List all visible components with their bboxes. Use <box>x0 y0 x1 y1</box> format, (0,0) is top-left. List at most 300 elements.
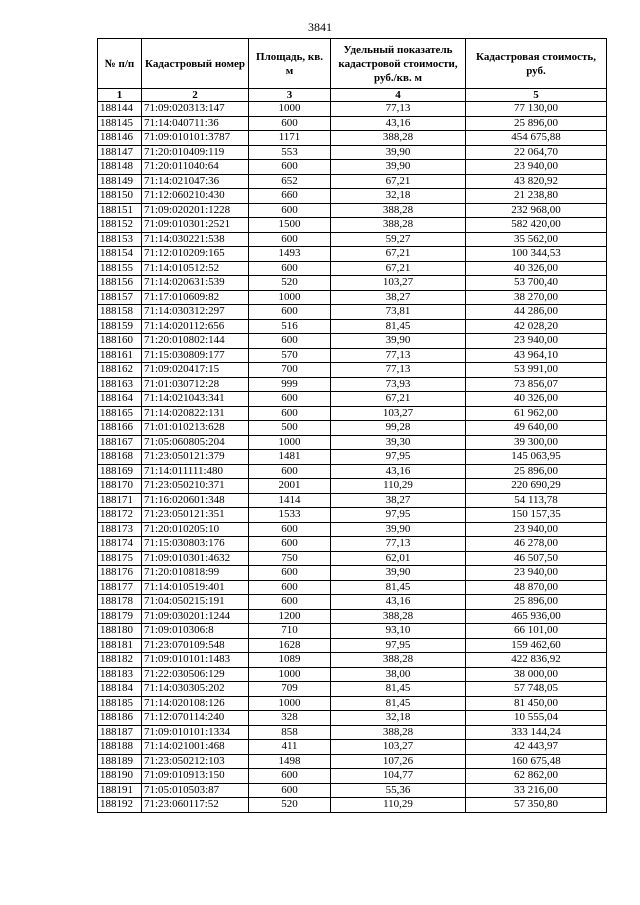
row-number: 188180 <box>98 624 142 639</box>
cadastral-value: 42 443,97 <box>466 740 607 755</box>
cadastral-number: 71:14:020108:126 <box>142 696 249 711</box>
cadastral-value: 25 896,00 <box>466 464 607 479</box>
area: 700 <box>249 363 331 378</box>
row-number: 188145 <box>98 116 142 131</box>
area: 411 <box>249 740 331 755</box>
row-number: 188154 <box>98 247 142 262</box>
cadastral-number: 71:23:050121:379 <box>142 450 249 465</box>
area: 520 <box>249 798 331 813</box>
specific-value: 32,18 <box>331 711 466 726</box>
row-number: 188181 <box>98 638 142 653</box>
row-number: 188190 <box>98 769 142 784</box>
area: 750 <box>249 551 331 566</box>
table-row <box>98 131 607 146</box>
cadastral-value: 48 870,00 <box>466 580 607 595</box>
row-number: 188166 <box>98 421 142 436</box>
area: 570 <box>249 348 331 363</box>
cadastral-number: 71:20:010802:144 <box>142 334 249 349</box>
specific-value: 97,95 <box>331 508 466 523</box>
table-row <box>98 421 607 436</box>
cadastral-value: 232 968,00 <box>466 203 607 218</box>
row-number: 188155 <box>98 261 142 276</box>
cadastral-number: 71:20:011040:64 <box>142 160 249 175</box>
specific-value: 97,95 <box>331 450 466 465</box>
area: 2001 <box>249 479 331 494</box>
area: 858 <box>249 725 331 740</box>
cadastral-number: 71:23:070109:548 <box>142 638 249 653</box>
cadastral-value: 73 856,07 <box>466 377 607 392</box>
cadastral-number: 71:09:010101:1334 <box>142 725 249 740</box>
row-number: 188165 <box>98 406 142 421</box>
area: 600 <box>249 160 331 175</box>
cadastral-value: 220 690,29 <box>466 479 607 494</box>
row-number: 188149 <box>98 174 142 189</box>
cadastral-value: 454 675,88 <box>466 131 607 146</box>
row-number: 188173 <box>98 522 142 537</box>
specific-value: 388,28 <box>331 203 466 218</box>
area: 600 <box>249 464 331 479</box>
specific-value: 55,36 <box>331 783 466 798</box>
row-number: 188164 <box>98 392 142 407</box>
specific-value: 77,13 <box>331 537 466 552</box>
table-row <box>98 508 607 523</box>
row-number: 188163 <box>98 377 142 392</box>
area: 600 <box>249 334 331 349</box>
table-row <box>98 435 607 450</box>
specific-value: 73,93 <box>331 377 466 392</box>
area: 1200 <box>249 609 331 624</box>
area: 520 <box>249 276 331 291</box>
area: 1171 <box>249 131 331 146</box>
cadastral-number: 71:05:010503:87 <box>142 783 249 798</box>
cadastral-value: 22 064,70 <box>466 145 607 160</box>
cadastral-number: 71:14:030221:538 <box>142 232 249 247</box>
specific-value: 67,21 <box>331 247 466 262</box>
cadastral-value: 62 862,00 <box>466 769 607 784</box>
cadastral-value: 25 896,00 <box>466 595 607 610</box>
table-row <box>98 769 607 784</box>
table-body <box>98 102 607 813</box>
area: 1498 <box>249 754 331 769</box>
table-row <box>98 145 607 160</box>
cadastral-value: 23 940,00 <box>466 334 607 349</box>
specific-value: 103,27 <box>331 406 466 421</box>
header-number: № п/п <box>98 39 142 89</box>
header-row <box>98 39 607 89</box>
table-row <box>98 450 607 465</box>
table-row <box>98 160 607 175</box>
cadastral-value: 38 000,00 <box>466 667 607 682</box>
cadastral-number: 71:09:020313:147 <box>142 102 249 117</box>
cadastral-number: 71:14:030305:202 <box>142 682 249 697</box>
column-number: 2 <box>142 89 249 102</box>
row-number: 188183 <box>98 667 142 682</box>
cadastral-number: 71:05:060805:204 <box>142 435 249 450</box>
row-number: 188176 <box>98 566 142 581</box>
table-row <box>98 740 607 755</box>
area: 600 <box>249 261 331 276</box>
row-number: 188186 <box>98 711 142 726</box>
row-number: 188167 <box>98 435 142 450</box>
cadastral-value: 100 344,53 <box>466 247 607 262</box>
row-number: 188179 <box>98 609 142 624</box>
cadastral-value: 53 991,00 <box>466 363 607 378</box>
cadastral-number: 71:14:040711:36 <box>142 116 249 131</box>
cadastral-value: 422 836,92 <box>466 653 607 668</box>
cadastral-number: 71:14:021043:341 <box>142 392 249 407</box>
header-specific-value: Удельный показатель кадастровой стоимости, руб./кв. м <box>331 39 466 89</box>
cadastral-number: 71:09:010101:3787 <box>142 131 249 146</box>
table-row <box>98 377 607 392</box>
specific-value: 39,90 <box>331 160 466 175</box>
cadastral-value: 23 940,00 <box>466 160 607 175</box>
cadastral-number: 71:23:050212:103 <box>142 754 249 769</box>
specific-value: 103,27 <box>331 276 466 291</box>
specific-value: 388,28 <box>331 131 466 146</box>
table-row <box>98 551 607 566</box>
area: 600 <box>249 232 331 247</box>
row-number: 188178 <box>98 595 142 610</box>
page-number: 3841 <box>308 20 332 34</box>
table-row <box>98 653 607 668</box>
cadastral-number: 71:14:020822:131 <box>142 406 249 421</box>
table-row <box>98 580 607 595</box>
table-row <box>98 406 607 421</box>
table-row <box>98 624 607 639</box>
row-number: 188148 <box>98 160 142 175</box>
cadastral-number: 71:14:010512:52 <box>142 261 249 276</box>
specific-value: 39,30 <box>331 435 466 450</box>
area: 600 <box>249 392 331 407</box>
table-row <box>98 479 607 494</box>
area: 1533 <box>249 508 331 523</box>
row-number: 188151 <box>98 203 142 218</box>
area: 1000 <box>249 102 331 117</box>
specific-value: 388,28 <box>331 725 466 740</box>
area: 709 <box>249 682 331 697</box>
cadastral-number: 71:09:010301:2521 <box>142 218 249 233</box>
cadastral-number: 71:14:020112:656 <box>142 319 249 334</box>
table-row <box>98 711 607 726</box>
row-number: 188189 <box>98 754 142 769</box>
cadastral-value: 53 700,40 <box>466 276 607 291</box>
area: 600 <box>249 566 331 581</box>
row-number: 188146 <box>98 131 142 146</box>
specific-value: 73,81 <box>331 305 466 320</box>
specific-value: 110,29 <box>331 479 466 494</box>
table-row <box>98 363 607 378</box>
cadastral-number: 71:12:060210:430 <box>142 189 249 204</box>
specific-value: 67,21 <box>331 392 466 407</box>
specific-value: 39,90 <box>331 566 466 581</box>
row-number: 188185 <box>98 696 142 711</box>
specific-value: 77,13 <box>331 363 466 378</box>
table-row <box>98 290 607 305</box>
specific-value: 38,27 <box>331 493 466 508</box>
table-row <box>98 696 607 711</box>
row-number: 188160 <box>98 334 142 349</box>
cadastral-value: 582 420,00 <box>466 218 607 233</box>
cadastral-number: 71:16:020601:348 <box>142 493 249 508</box>
table-row <box>98 537 607 552</box>
table-row <box>98 174 607 189</box>
header-area: Площадь, кв. м <box>249 39 331 89</box>
cadastral-value: 81 450,00 <box>466 696 607 711</box>
cadastral-value: 21 238,80 <box>466 189 607 204</box>
specific-value: 107,26 <box>331 754 466 769</box>
table-row <box>98 682 607 697</box>
cadastral-value: 61 962,00 <box>466 406 607 421</box>
row-number: 188156 <box>98 276 142 291</box>
area: 600 <box>249 580 331 595</box>
area: 1414 <box>249 493 331 508</box>
specific-value: 62,01 <box>331 551 466 566</box>
row-number: 188174 <box>98 537 142 552</box>
cadastral-number: 71:09:020417:15 <box>142 363 249 378</box>
cadastral-number: 71:14:011111:480 <box>142 464 249 479</box>
cadastral-value: 43 820,92 <box>466 174 607 189</box>
row-number: 188159 <box>98 319 142 334</box>
table-row <box>98 638 607 653</box>
cadastral-number: 71:14:021001:468 <box>142 740 249 755</box>
specific-value: 81,45 <box>331 696 466 711</box>
row-number: 188172 <box>98 508 142 523</box>
cadastral-value: 35 562,00 <box>466 232 607 247</box>
column-number: 1 <box>98 89 142 102</box>
cadastral-value: 66 101,00 <box>466 624 607 639</box>
cadastral-number: 71:20:010818:99 <box>142 566 249 581</box>
specific-value: 97,95 <box>331 638 466 653</box>
specific-value: 104,77 <box>331 769 466 784</box>
cadastral-number: 71:15:030803:176 <box>142 537 249 552</box>
area: 1000 <box>249 435 331 450</box>
table-row <box>98 305 607 320</box>
row-number: 188170 <box>98 479 142 494</box>
cadastral-number: 71:23:060117:52 <box>142 798 249 813</box>
row-number: 188184 <box>98 682 142 697</box>
row-number: 188158 <box>98 305 142 320</box>
cadastral-value: 43 964,10 <box>466 348 607 363</box>
row-number: 188152 <box>98 218 142 233</box>
table-row <box>98 798 607 813</box>
cadastral-number: 71:09:010101:1483 <box>142 653 249 668</box>
area: 1089 <box>249 653 331 668</box>
cadastral-value: 160 675,48 <box>466 754 607 769</box>
cadastral-number: 71:23:050121:351 <box>142 508 249 523</box>
column-number-row <box>98 89 607 102</box>
row-number: 188169 <box>98 464 142 479</box>
specific-value: 388,28 <box>331 218 466 233</box>
specific-value: 99,28 <box>331 421 466 436</box>
area: 999 <box>249 377 331 392</box>
table-row <box>98 334 607 349</box>
cadastral-number: 71:20:010409:119 <box>142 145 249 160</box>
specific-value: 77,13 <box>331 102 466 117</box>
area: 1628 <box>249 638 331 653</box>
area: 1000 <box>249 696 331 711</box>
specific-value: 388,28 <box>331 609 466 624</box>
table-row <box>98 493 607 508</box>
area: 1481 <box>249 450 331 465</box>
cadastral-value: 23 940,00 <box>466 522 607 537</box>
cadastral-number: 71:14:010519:401 <box>142 580 249 595</box>
row-number: 188171 <box>98 493 142 508</box>
area: 600 <box>249 203 331 218</box>
column-number: 3 <box>249 89 331 102</box>
row-number: 188144 <box>98 102 142 117</box>
row-number: 188147 <box>98 145 142 160</box>
row-number: 188162 <box>98 363 142 378</box>
cadastral-number: 71:14:021047:36 <box>142 174 249 189</box>
cadastral-number: 71:09:010306:8 <box>142 624 249 639</box>
cadastral-number: 71:23:050210:371 <box>142 479 249 494</box>
row-number: 188187 <box>98 725 142 740</box>
area: 660 <box>249 189 331 204</box>
column-number: 5 <box>466 89 607 102</box>
table-row <box>98 261 607 276</box>
row-number: 188150 <box>98 189 142 204</box>
specific-value: 38,00 <box>331 667 466 682</box>
specific-value: 103,27 <box>331 740 466 755</box>
specific-value: 93,10 <box>331 624 466 639</box>
cadastral-value: 57 748,05 <box>466 682 607 697</box>
area: 600 <box>249 783 331 798</box>
cadastral-number: 71:14:020631:539 <box>142 276 249 291</box>
cadastral-value: 57 350,80 <box>466 798 607 813</box>
specific-value: 43,16 <box>331 116 466 131</box>
area: 600 <box>249 406 331 421</box>
area: 600 <box>249 305 331 320</box>
specific-value: 67,21 <box>331 174 466 189</box>
row-number: 188192 <box>98 798 142 813</box>
cadastral-value: 33 216,00 <box>466 783 607 798</box>
cadastral-value: 40 326,00 <box>466 261 607 276</box>
area: 328 <box>249 711 331 726</box>
cadastral-number: 71:12:010209:165 <box>142 247 249 262</box>
specific-value: 81,45 <box>331 580 466 595</box>
area: 600 <box>249 537 331 552</box>
cadastral-value: 150 157,35 <box>466 508 607 523</box>
row-number: 188153 <box>98 232 142 247</box>
cadastral-number: 71:09:010301:4632 <box>142 551 249 566</box>
area: 600 <box>249 595 331 610</box>
table-row <box>98 232 607 247</box>
cadastral-number: 71:09:030201:1244 <box>142 609 249 624</box>
specific-value: 43,16 <box>331 595 466 610</box>
specific-value: 43,16 <box>331 464 466 479</box>
cadastral-value: 42 028,20 <box>466 319 607 334</box>
row-number: 188157 <box>98 290 142 305</box>
area: 516 <box>249 319 331 334</box>
table-row <box>98 218 607 233</box>
cadastral-value: 44 286,00 <box>466 305 607 320</box>
area: 1000 <box>249 667 331 682</box>
row-number: 188177 <box>98 580 142 595</box>
table-row <box>98 116 607 131</box>
cadastral-value: 10 555,04 <box>466 711 607 726</box>
row-number: 188191 <box>98 783 142 798</box>
cadastral-number: 71:14:030312:297 <box>142 305 249 320</box>
table-row <box>98 754 607 769</box>
specific-value: 39,90 <box>331 522 466 537</box>
row-number: 188161 <box>98 348 142 363</box>
specific-value: 39,90 <box>331 334 466 349</box>
cadastral-value: 39 300,00 <box>466 435 607 450</box>
table-row <box>98 522 607 537</box>
specific-value: 388,28 <box>331 653 466 668</box>
column-number: 4 <box>331 89 466 102</box>
cadastral-value: 54 113,78 <box>466 493 607 508</box>
cadastral-value: 46 278,00 <box>466 537 607 552</box>
area: 1493 <box>249 247 331 262</box>
table-row <box>98 319 607 334</box>
cadastral-value: 25 896,00 <box>466 116 607 131</box>
specific-value: 81,45 <box>331 319 466 334</box>
table-row <box>98 464 607 479</box>
specific-value: 32,18 <box>331 189 466 204</box>
cadastral-number: 71:01:030712:28 <box>142 377 249 392</box>
cadastral-number: 71:17:010609:82 <box>142 290 249 305</box>
cadastral-value: 159 462,60 <box>466 638 607 653</box>
header-cadastral-number: Кадастровый номер <box>142 39 249 89</box>
table-row <box>98 203 607 218</box>
header-cadastral-value: Кадастровая стоимость, руб. <box>466 39 607 89</box>
cadastral-value: 38 270,00 <box>466 290 607 305</box>
table-row <box>98 102 607 117</box>
row-number: 188168 <box>98 450 142 465</box>
table-row <box>98 189 607 204</box>
cadastral-value: 23 940,00 <box>466 566 607 581</box>
cadastral-number: 71:20:010205:10 <box>142 522 249 537</box>
table-row <box>98 667 607 682</box>
cadastral-number: 71:22:030506:129 <box>142 667 249 682</box>
row-number: 188188 <box>98 740 142 755</box>
specific-value: 110,29 <box>331 798 466 813</box>
table-row <box>98 276 607 291</box>
area: 600 <box>249 769 331 784</box>
area: 600 <box>249 522 331 537</box>
specific-value: 67,21 <box>331 261 466 276</box>
cadastral-number: 71:09:010913:150 <box>142 769 249 784</box>
cadastral-number: 71:04:050215:191 <box>142 595 249 610</box>
cadastral-value-table <box>97 38 607 813</box>
table-row <box>98 609 607 624</box>
specific-value: 39,90 <box>331 145 466 160</box>
cadastral-value: 46 507,50 <box>466 551 607 566</box>
table-row <box>98 348 607 363</box>
cadastral-number: 71:12:070114:240 <box>142 711 249 726</box>
cadastral-number: 71:01:010213:628 <box>142 421 249 436</box>
row-number: 188182 <box>98 653 142 668</box>
table-row <box>98 392 607 407</box>
table-row <box>98 725 607 740</box>
cadastral-number: 71:15:030809:177 <box>142 348 249 363</box>
cadastral-value: 49 640,00 <box>466 421 607 436</box>
table-row <box>98 566 607 581</box>
area: 652 <box>249 174 331 189</box>
cadastral-value: 465 936,00 <box>466 609 607 624</box>
row-number: 188175 <box>98 551 142 566</box>
area: 600 <box>249 116 331 131</box>
area: 1000 <box>249 290 331 305</box>
cadastral-value: 77 130,00 <box>466 102 607 117</box>
specific-value: 77,13 <box>331 348 466 363</box>
cadastral-value: 333 144,24 <box>466 725 607 740</box>
area: 1500 <box>249 218 331 233</box>
area: 710 <box>249 624 331 639</box>
cadastral-number: 71:09:020201:1228 <box>142 203 249 218</box>
table-row <box>98 783 607 798</box>
